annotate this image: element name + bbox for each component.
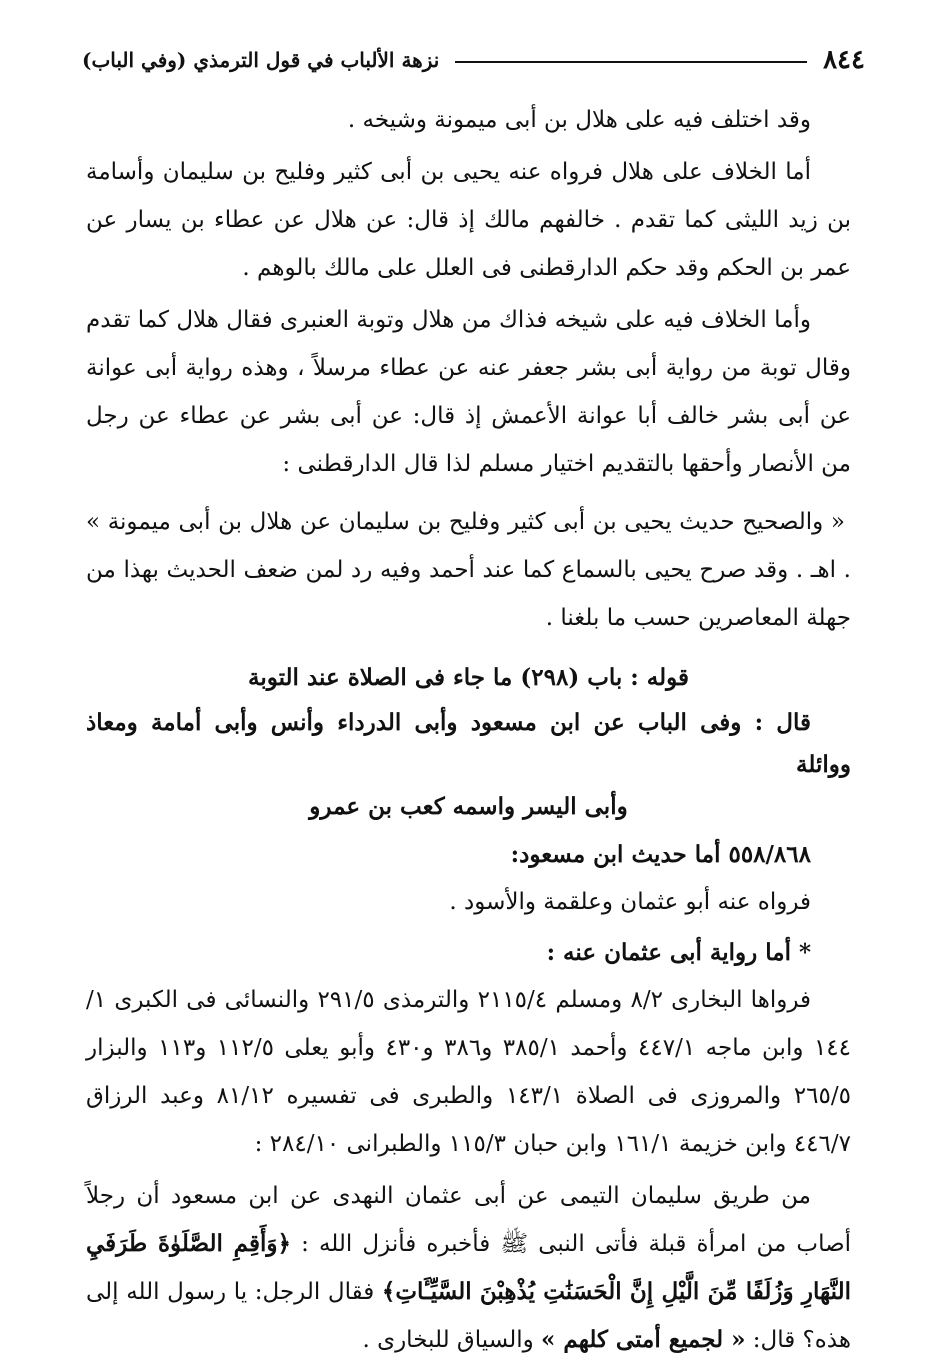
paragraph-6: فرواها البخارى ٨/٢ ومسلم ٢١١٥/٤ والترمذى ٢٩١/٥ والنسائى فى الكبرى ١/ ١٤٤ وابن ماجه ٤٤٧/١ وأحمد ٣٨٥/١ و٣٨٦ و٤٣٠ وأبو يعلى ١١٢/٥ و١١٣ والبزار ٢٦٥/٥ والمروزى فى الصلاة ١٤٣/١ والطبرى فى تفسيره ٨١/١٢ وعبد الرزاق ٤٤٦/٧ وابن خزيمة ١٦١/١ وابن حبان ١١٥/٣ والطبرانى ٢٨٤/١٠ : (86, 987, 851, 1157)
section-heading: قوله : باب (٢٩٨) ما جاء فى الصلاة عند التوبة (247, 664, 689, 691)
section-quote-line-1: قال : وفى الباب عن ابن مسعود وأبى الدرداء وأنس وأبى أمامة ومعاذ ووائلة (86, 709, 851, 778)
page-number: ٨٤٤ (823, 45, 865, 75)
paragraph-7-part-a: من طريق سليمان التيمى عن أبى عثمان النهدى عن ابن مسعود أن رجلاً أصاب من امرأة قبلة فأتى النبى ﷺ فأخبره فأنزل الله : (86, 1183, 851, 1257)
paragraph-7 (86, 1172, 851, 1364)
hadith-heading: ٥٥٨/٨٦٨ أما حديث ابن مسعود: (510, 841, 811, 868)
running-title: نزهة الألباب في قول الترمذي (وفي الباب) (82, 48, 440, 72)
quran-verse: ﴿وَأَقِمِ الصَّلَوٰةَ طَرَفَيِ النَّهَارِ وَزُلَفًا مِّنَ الَّيْلِ إِنَّ الْحَسَنَٰتِ يُذْهِبْنَ السَّيِّـَٔاتِ﴾ (86, 1230, 851, 1305)
paragraph-7-part-b: فقال الرجل: يا رسول الله إلى هذه؟ قال: (86, 1279, 851, 1353)
prophet-quote: « لجميع أمتى كلهم » (541, 1326, 746, 1353)
paragraph-2: أما الخلاف على هلال فرواه عنه يحيى بن أبى كثير وفليح بن سليمان وأسامة بن زيد الليثى كما تقدم . خالفهم مالك إذ قال: عن هلال عن عطاء بن يسار عن عمر بن الحكم وقد حكم الدارقطنى فى العلل على مالك بالوهم . (86, 159, 851, 281)
paragraph-3: وأما الخلاف فيه على شيخه فذاك من هلال وتوبة العنبرى فقال هلال كما تقدم وقال توبة من رواية أبى بشر جعفر عنه عن عطاء مرسلاً ، وهذه رواية أبى عوانة عن أبى بشر خالف أبا عوانة الأعمش إذ قال: عن أبى بشر عن عطاء عن رجل من الأنصار وأحقها بالتقديم اختيار مسلم لذا قال الدارقطنى : (86, 307, 851, 477)
section-quote-line-2: وأبى اليسر واسمه كعب بن عمرو (309, 793, 628, 820)
page-header (82, 40, 865, 80)
paragraph-1: وقد اختلف فيه على هلال بن أبى ميمونة وشيخه . (347, 107, 811, 133)
quoted-passage: « والصحيح حديث يحيى بن أبى كثير وفليح بن سليمان عن هلال بن أبى ميمونة » . اهـ . وقد صرح يحيى بالسماع كما عند أحمد وفيه رد لمن ضعف الحديث بهذا من جهلة المعاصرين حسب ما بلغنا . (86, 509, 851, 631)
sub-heading: * أما رواية أبى عثمان عنه : (546, 939, 811, 966)
page-body (86, 96, 851, 1368)
paragraph-7-part-c: والسياق للبخارى . (362, 1327, 542, 1353)
paragraph-5: فرواه عنه أبو عثمان وعلقمة والأسود . (449, 889, 811, 915)
header-rule (455, 61, 807, 63)
